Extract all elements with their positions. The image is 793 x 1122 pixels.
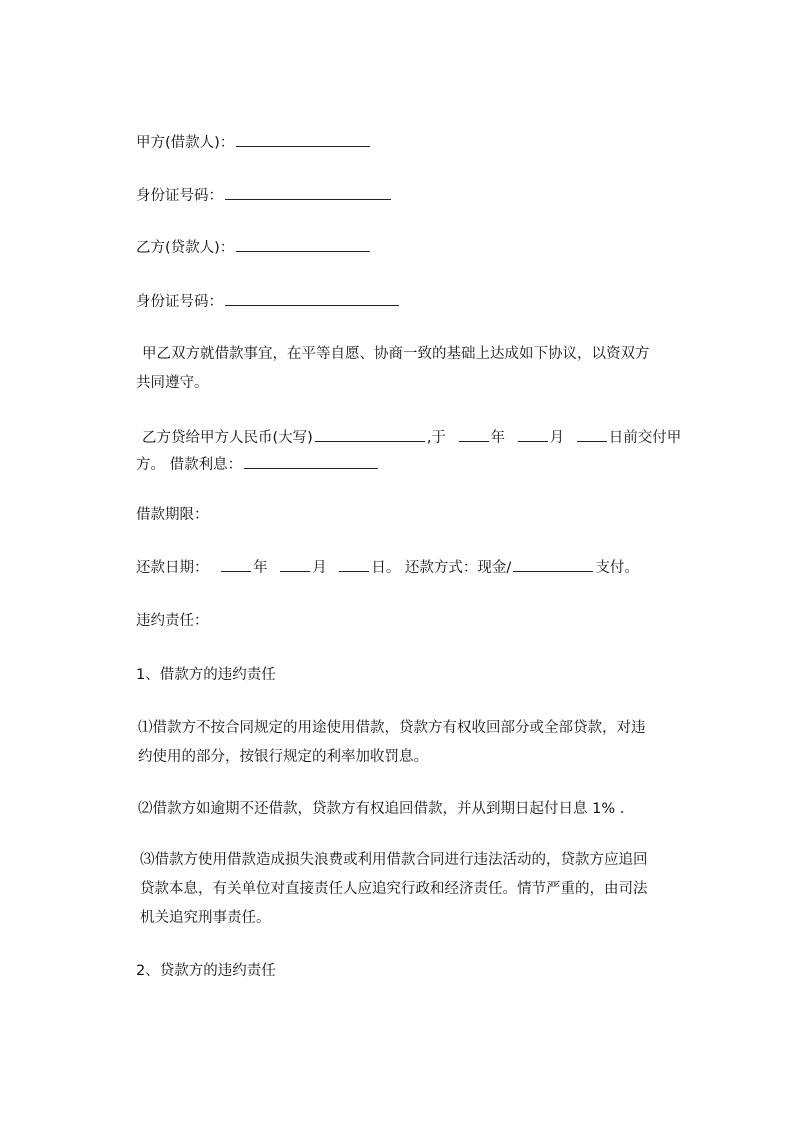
id-blank-1: [225, 185, 391, 200]
loan-date-prefix: ,于: [426, 430, 446, 446]
repay-year-blank: [221, 557, 251, 572]
loan-month-label: 月: [549, 430, 565, 446]
repay-month-blank: [280, 557, 310, 572]
section-1-clause-1: ⑴借款方不按合同规定的用途使用借款，贷款方有权收回部分或全部贷款，对违约使用的部分，按银行规定的利率加收罚息。: [138, 720, 646, 765]
loan-day-blank: [577, 427, 607, 442]
id-label-1: 身份证号码：: [136, 188, 223, 204]
party-b-line: [136, 237, 372, 258]
loan-amount-label: 乙方贷给甲方人民币(大写): [142, 430, 313, 446]
loan-month-blank: [518, 427, 548, 442]
intro-paragraph: 甲乙双方就借款事宜，在平等自愿、协商一致的基础上达成如下协议，以资双方共同遵守。: [136, 346, 650, 391]
term-label: 借款期限：: [136, 507, 209, 523]
party-a-line: [136, 132, 372, 153]
section-1-title: 1、借款方的违约责任: [136, 667, 276, 683]
party-a-blank: [236, 132, 370, 147]
id-blank-2: [225, 291, 399, 306]
loan-year-label: 年: [490, 430, 506, 446]
interest-blank: [244, 454, 378, 469]
id-line-2: [136, 291, 401, 312]
repay-method-blank: [513, 557, 593, 572]
loan-day-label: 日前交付甲: [608, 430, 682, 446]
party-b-blank: [236, 237, 370, 252]
section-2-title: 2、贷款方的违约责任: [136, 963, 276, 979]
repay-year-label: 年: [253, 560, 268, 576]
id-line-1: [136, 185, 393, 206]
repay-label: 还款日期：: [136, 560, 209, 576]
id-label-2: 身份证号码：: [136, 294, 223, 310]
loan-line-2: [136, 454, 380, 475]
breach-label: 违约责任：: [136, 613, 209, 629]
section-1-clause-3: ⑶借款方使用借款造成损失浪费或利用借款合同进行违法活动的，贷款方应追回贷款本息，有关单位对直接责任人应追究行政和经济责任。情节严重的，由司法机关追究刑事责任。: [140, 852, 648, 926]
repay-line: [136, 557, 639, 578]
repay-day-blank: [339, 557, 369, 572]
loan-year-blank: [459, 427, 489, 442]
repay-month-label: 月: [312, 560, 327, 576]
section-1-clause-2: ⑵借款方如逾期不还借款，贷款方有权追回借款，并从到期日起付日息 1% .: [138, 801, 625, 817]
repay-pay-label: 支付。: [595, 560, 639, 576]
repay-method-label: 日。 还款方式：现金/: [371, 560, 512, 576]
loan-line-1: [142, 427, 681, 448]
loan-amount-blank: [315, 427, 425, 442]
interest-label: 方。 借款利息：: [136, 457, 243, 473]
party-a-label: 甲方(借款人)：: [136, 135, 235, 151]
party-b-label: 乙方(贷款人)：: [136, 240, 235, 256]
